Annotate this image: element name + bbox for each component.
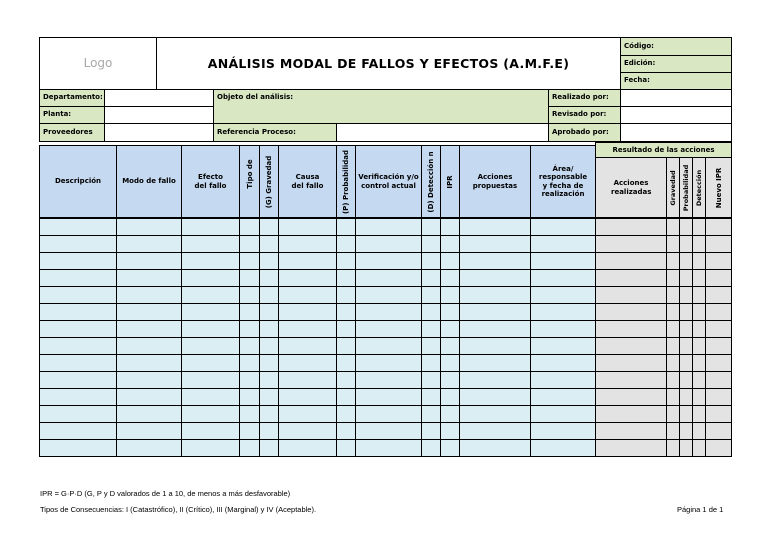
table-row xyxy=(39,252,595,269)
table-row-results xyxy=(595,337,732,354)
col-area-responsable: Área/ responsable y fecha de realización xyxy=(530,145,596,218)
table-row xyxy=(39,337,595,354)
col-gravedad: (G) Gravedad xyxy=(259,145,279,218)
table-row-results xyxy=(595,405,732,422)
edicion-label: Edición: xyxy=(624,59,656,67)
col-modo-fallo: Modo de fallo xyxy=(116,145,182,218)
col-acciones-propuestas: Acciones propuestas xyxy=(459,145,531,218)
col-res-deteccion: Detección xyxy=(692,157,706,218)
table-row xyxy=(39,303,595,320)
col-ipr: IPR xyxy=(440,145,460,218)
table-row xyxy=(39,235,595,252)
table-row xyxy=(39,218,595,235)
table-row-results xyxy=(595,422,732,439)
col-descripcion: Descripción xyxy=(39,145,117,218)
table-row-results xyxy=(595,371,732,388)
table-row xyxy=(39,439,595,456)
table-row-results xyxy=(595,303,732,320)
col-probabilidad: (P) Probabilidad xyxy=(336,145,356,218)
table-row xyxy=(39,422,595,439)
fecha-label: Fecha: xyxy=(624,76,650,84)
col-deteccion: (D) Detección n xyxy=(421,145,441,218)
col-acciones-realizadas: Acciones realizadas xyxy=(595,157,667,218)
ipr-formula-note: IPR = G·P·D (G, P y D valorados de 1 a 10, de menos a más desfavorable) xyxy=(40,489,291,498)
table-row-results xyxy=(595,286,732,303)
col-causa-fallo: Causa del fallo xyxy=(278,145,337,218)
planta-label: Planta: xyxy=(43,110,72,118)
table-row-results xyxy=(595,269,732,286)
page-number: Página 1 de 1 xyxy=(677,505,724,514)
table-row-results xyxy=(595,252,732,269)
col-tipo: Tipo de xyxy=(239,145,260,218)
table-row xyxy=(39,286,595,303)
realizado-label: Realizado por: xyxy=(552,93,609,101)
col-verificacion: Verificación y/o control actual xyxy=(355,145,422,218)
col-res-nuevo-ipr: Nuevo IPR xyxy=(705,157,732,218)
objeto-label: Objeto del análisis: xyxy=(217,93,294,101)
table-row xyxy=(39,405,595,422)
col-efecto-fallo: Efecto del fallo xyxy=(181,145,240,218)
aprobado-label: Aprobado por: xyxy=(552,128,609,136)
codigo-label: Código: xyxy=(624,42,654,50)
col-res-probabilidad: Probabilidad xyxy=(679,157,693,218)
table-row xyxy=(39,269,595,286)
table-row-results xyxy=(595,218,732,235)
table-row-results xyxy=(595,235,732,252)
table-row xyxy=(39,354,595,371)
table-row xyxy=(39,388,595,405)
table-row-results xyxy=(595,388,732,405)
departamento-label: Departamento: xyxy=(43,93,103,101)
table-row-results xyxy=(595,320,732,337)
logo-placeholder: Logo xyxy=(83,56,113,70)
table-row-results xyxy=(595,354,732,371)
table-row-results xyxy=(595,439,732,456)
consequence-types-note: Tipos de Consecuencias: I (Catastrófico), II (Crítico), III (Marginal) y IV (Aceptable). xyxy=(40,505,317,514)
results-header: Resultado de las acciones xyxy=(595,142,732,158)
col-res-gravedad: Gravedad xyxy=(666,157,680,218)
proveedores-label: Proveedores xyxy=(43,128,93,136)
referencia-label: Referencia Proceso: xyxy=(217,128,296,136)
document-title: ANÁLISIS MODAL DE FALLOS Y EFECTOS (A.M.F.E) xyxy=(207,56,570,71)
table-row xyxy=(39,320,595,337)
table-row xyxy=(39,371,595,388)
revisado-label: Revisado por: xyxy=(552,110,607,118)
